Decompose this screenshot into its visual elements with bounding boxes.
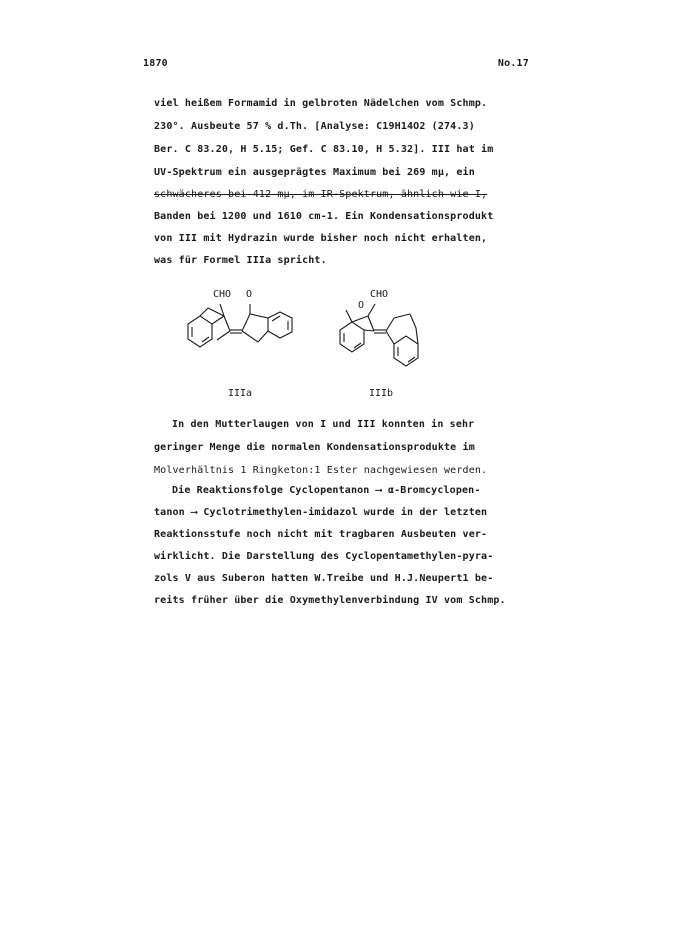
text-line: geringer Menge die normalen Kondensationsprodukte im <box>154 442 475 453</box>
text-line: viel heißem Formamid in gelbroten Nädelchen vom Schmp. <box>154 98 488 109</box>
text-line: 230°. Ausbeute 57 % d.Th. [Analyse: C19H14O2 (274.3) <box>154 121 475 132</box>
structure-iiia <box>188 304 292 347</box>
text-line: Molverhältnis 1 Ringketon:1 Ester nachgewiesen werden. <box>154 465 488 476</box>
text-line: wirklicht. Die Darstellung des Cyclopentamethylen-pyra- <box>154 551 494 562</box>
figure-label-iiib: IIIb <box>369 388 394 399</box>
text-line: von III mit Hydrazin wurde bisher noch nicht erhalten, <box>154 233 488 244</box>
left-o-label: O <box>246 289 253 300</box>
structure-figure <box>180 286 440 376</box>
text-line: Reaktionsstufe noch nicht mit tragbaren Ausbeuten ver- <box>154 529 488 540</box>
text-line: zols V aus Suberon hatten W.Treibe und H.J.Neupert1 be- <box>154 573 494 584</box>
left-cho-label: CHO <box>213 289 232 300</box>
text-line: was für Formel IIIa spricht. <box>154 255 327 266</box>
text-line: UV-Spektrum ein ausgeprägtes Maximum bei 269 mμ, ein <box>154 167 475 178</box>
right-cho-label: CHO <box>370 289 389 300</box>
text-line: Ber. C 83.20, H 5.15; Gef. C 83.10, H 5.32]. III hat im <box>154 144 494 155</box>
structure-iiib <box>340 304 418 366</box>
text-line: Banden bei 1200 und 1610 cm-1. Ein Kondensationsprodukt <box>154 211 494 222</box>
right-o-label: O <box>358 300 365 311</box>
text-line: tanon ⟶ Cyclotrimethylen-imidazol wurde in der letzten <box>154 507 488 518</box>
page-number: 1870 <box>143 58 168 69</box>
text-line-struck: schwächeres bei 412 mμ, im IR-Spektrum, ähnlich wie I, <box>154 189 488 200</box>
text-line: In den Mutterlaugen von I und III konnten in sehr <box>172 419 475 430</box>
figure-label-iiia: IIIa <box>228 388 253 399</box>
text-line: Die Reaktionsfolge Cyclopentanon ⟶ α-Bromcyclopen- <box>172 485 481 496</box>
issue-number: No.17 <box>497 58 529 69</box>
text-line: reits früher über die Oxymethylenverbindung IV vom Schmp. <box>154 595 506 606</box>
